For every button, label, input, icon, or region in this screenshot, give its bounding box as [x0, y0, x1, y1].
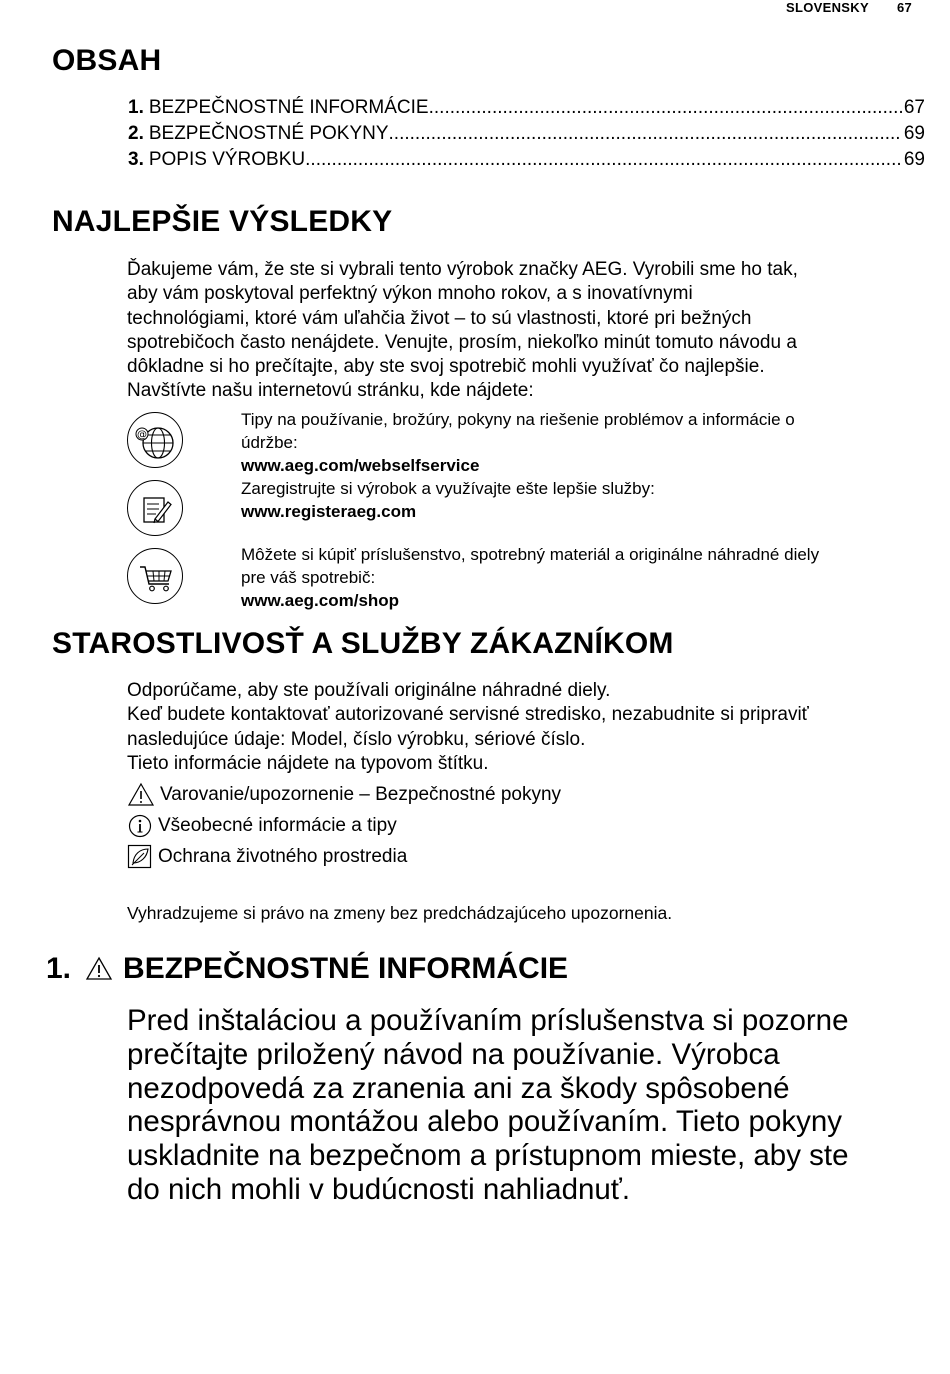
toc-item[interactable]	[128, 123, 925, 149]
toc-item-page: 69	[903, 123, 925, 144]
toc-item-label: POPIS VÝROBKU	[148, 149, 306, 170]
text-line: Ďakujeme vám, že ste si vybrali tento výrobok značky AEG. Vyrobili sme ho tak,	[127, 259, 798, 280]
toc-leader-dots	[429, 97, 902, 119]
page-header	[786, 0, 912, 15]
best-results-title: NAJLEPŠIE VÝSLEDKY	[52, 205, 393, 238]
header-language: SLOVENSKY	[786, 0, 869, 15]
shopping-cart-icon	[127, 548, 183, 604]
webselfservice-link[interactable]: www.aeg.com/webselfservice	[241, 456, 480, 475]
toc-title: OBSAH	[52, 44, 162, 77]
text-line: nasledujúce údaje: Model, číslo výrobku, sériové číslo.	[127, 728, 586, 750]
text-line: pre váš spotrebič:	[241, 568, 376, 587]
customer-care-text	[127, 679, 809, 776]
rights-note: Vyhradzujeme si právo na zmeny bez predchádzajúceho upozornenia.	[127, 903, 673, 923]
link-description	[241, 477, 921, 523]
warning-triangle-icon	[84, 955, 114, 983]
globe-at-icon	[127, 412, 183, 468]
toc-item-number: 2.	[128, 123, 144, 144]
toc-item-number: 3.	[128, 149, 144, 170]
text-line: Navštívte našu internetovú stránku, kde nájdete:	[127, 380, 534, 402]
table-of-contents	[128, 97, 925, 175]
text-line: spotrebičoch často nenájdete. Venujte, prosím, niekoľko minút tomuto návodu a	[127, 331, 797, 353]
text-line: Zaregistrujte si výrobok a využívajte ešte lepšie služby:	[241, 479, 655, 498]
text-line: aby vám poskytoval perfektný výkon mnoho rokov, a s inovatívnymi	[127, 283, 693, 305]
header-page-number: 67	[896, 0, 912, 15]
text-line: prečítajte priložený návod na používanie. Výrobca	[127, 1037, 780, 1071]
text-line: Odporúčame, aby ste používali originálne náhradné diely.	[127, 680, 611, 701]
register-link[interactable]: www.registeraeg.com	[241, 502, 417, 521]
toc-leader-dots	[305, 149, 902, 171]
safety-intro-text	[127, 1004, 917, 1207]
text-line: Tieto informácie nájdete na typovom štítku.	[127, 752, 489, 774]
customer-care-title: STAROSTLIVOSŤ A SLUŽBY ZÁKAZNÍKOM	[52, 627, 674, 660]
section-title: BEZPEČNOSTNÉ INFORMÁCIE	[123, 952, 569, 985]
toc-leader-dots	[389, 123, 902, 145]
register-pen-icon	[127, 480, 183, 536]
section-number: 1.	[46, 952, 72, 985]
text-line: Pred inštaláciou a používaním príslušenstva si pozorne	[127, 1004, 849, 1037]
toc-item[interactable]	[128, 97, 925, 123]
text-line: technológiami, ktoré vám uľahčia život – to sú vlastnosti, ktoré pri bežných	[127, 307, 752, 329]
svg-text:@: @	[137, 429, 147, 441]
symbol-label: Všeobecné informácie a tipy	[158, 815, 397, 836]
text-line: uskladnite na bezpečnom a prístupnom mieste, aby ste	[127, 1139, 849, 1173]
text-line: údržbe:	[241, 433, 298, 452]
text-line: nezodpovedá za zranenia ani za škody spôsobené	[127, 1071, 790, 1105]
environment-leaf-icon	[127, 844, 153, 870]
symbol-legend-info	[127, 813, 397, 839]
text-line: Keď budete kontaktovať autorizované servisné stredisko, nezabudnite si pripraviť	[127, 704, 809, 726]
text-line: do nich mohli v budúcnosti nahliadnuť.	[127, 1172, 631, 1206]
toc-item-page: 67	[903, 97, 925, 118]
link-description	[241, 543, 921, 612]
info-icon	[127, 813, 153, 839]
toc-item-label: BEZPEČNOSTNÉ INFORMÁCIE	[148, 97, 429, 118]
text-line: Tipy na používanie, brožúry, pokyny na riešenie problémov a informácie o	[241, 410, 795, 429]
toc-item-number: 1.	[128, 97, 144, 118]
toc-item[interactable]	[128, 149, 925, 175]
shop-link[interactable]: www.aeg.com/shop	[241, 591, 400, 610]
text-line: Môžete si kúpiť príslušenstvo, spotrebný materiál a originálne náhradné diely	[241, 545, 820, 564]
warning-triangle-icon	[127, 782, 155, 808]
section-heading	[46, 952, 568, 986]
best-results-text	[127, 258, 798, 404]
text-line: dôkladne si ho prečítajte, aby ste svoj spotrebič mohli využívať čo najlepšie.	[127, 356, 765, 378]
symbol-label: Varovanie/upozornenie – Bezpečnostné pokyny	[160, 784, 562, 805]
link-description	[241, 408, 921, 477]
text-line: nesprávnou montážou alebo používaním. Tieto pokyny	[127, 1105, 843, 1139]
symbol-label: Ochrana životného prostredia	[158, 846, 408, 867]
symbol-legend-warning	[127, 782, 561, 808]
symbol-legend-environment	[127, 844, 407, 870]
toc-item-page: 69	[903, 149, 925, 170]
toc-item-label: BEZPEČNOSTNÉ POKYNY	[148, 123, 389, 144]
